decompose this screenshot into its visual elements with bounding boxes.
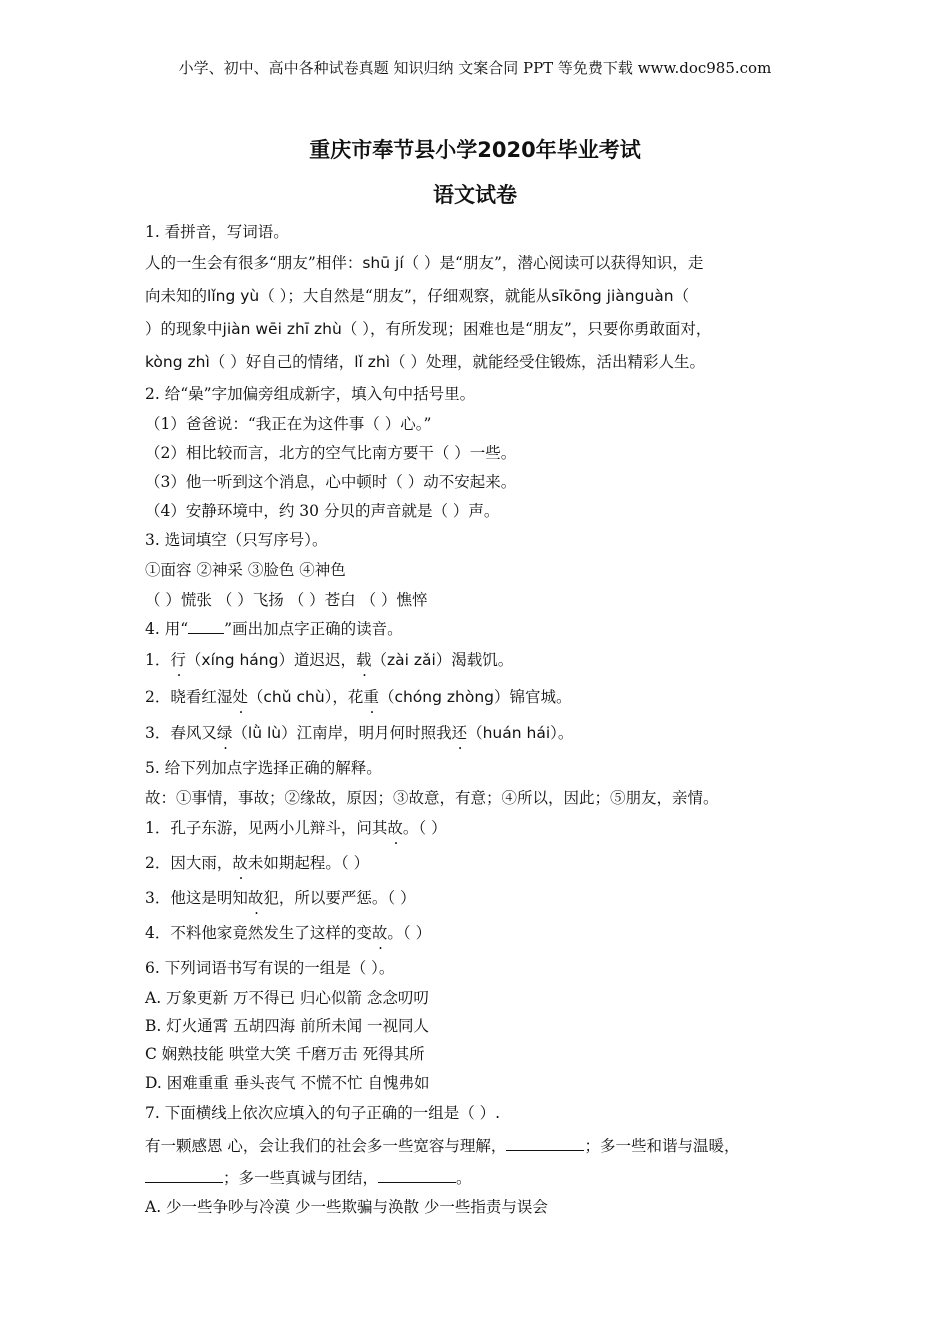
q7-heading: 7. 下面横线上依次应填入的句子正确的一组是（ ）.: [145, 1104, 501, 1122]
q5-line-4: 4．不料他家竟然发生了这样的变故。（ ）: [145, 924, 432, 942]
q1-line-2: 向未知的lǐng yù（ ）；大自然是“朋友”，仔细观察，就能从sīkōng jiànguàn（: [145, 287, 690, 305]
q6-option-c: C 娴熟技能 哄堂大笑 千磨万击 死得其所: [145, 1045, 425, 1063]
q2-item-2: （2）相比较而言，北方的空气比南方要干（ ）一些。: [145, 444, 517, 462]
q6-option-a: A. 万象更新 万不得已 归心似箭 念念叨叨: [145, 989, 429, 1007]
answer-blank: [506, 1136, 584, 1151]
q1-line-4: kòng zhì（ ）好自己的情绪，lǐ zhì（ ）处理，就能经受住锻炼，活出精彩人生。: [145, 353, 705, 371]
page-title: 重庆市奉节县小学2020年毕业考试: [309, 138, 641, 162]
q3-heading: 3. 选词填空（只写序号）。: [145, 531, 328, 549]
q5-line-1: 1．孔子东游，见两小儿辩斗，问其故。（ ）: [145, 819, 447, 837]
q4-line-2: 2．晓看红湿处（chǔ chù），花重（chóng zhòng）锦官城。: [145, 688, 572, 706]
q4-heading: 4. 用“ ”画出加点字正确的读音。: [145, 620, 403, 638]
q3-options: ①面容 ②神采 ③脸色 ④神色: [145, 561, 346, 579]
answer-blank: [145, 1168, 223, 1183]
q5-line-3: 3．他这是明知故犯，所以要严惩。（ ）: [145, 889, 416, 907]
q4-line-3: 3．春风又绿（lǜ lù）江南岸，明月何时照我还（huán hái）。: [145, 724, 574, 742]
q1-heading: 1. 看拼音，写词语。: [145, 223, 289, 241]
q5-heading: 5. 给下列加点字选择正确的解释。: [145, 759, 382, 777]
q2-item-4: （4）安静环境中，约 30 分贝的声音就是（ ）声。: [145, 502, 500, 520]
q3-blanks: （ ）慌张 （ ）飞扬 （ ）苍白 （ ）憔悴: [145, 591, 428, 609]
q2-heading: 2. 给“喿”字加偏旁组成新字，填入句中括号里。: [145, 385, 476, 403]
q6-option-b: B. 灯火通霄 五胡四海 前所未闻 一视同人: [145, 1017, 430, 1035]
q6-heading: 6. 下列词语书写有误的一组是（ ）。: [145, 959, 395, 977]
page-header: 小学、初中、高中各种试卷真题 知识归纳 文案合同 PPT 等免费下载 www.doc985.com: [178, 59, 772, 77]
page-subtitle: 语文试卷: [433, 183, 517, 207]
q4-line-1: 1．行（xíng háng）道迟迟，载（zài zǎi）渴载饥。: [145, 651, 514, 669]
answer-blank: [378, 1168, 456, 1183]
underline-sample: [188, 619, 224, 634]
q5-line-2: 2．因大雨，故未如期起程。（ ）: [145, 854, 370, 872]
q5-definitions: 故：①事情，事故；②缘故，原因；③故意，有意；④所以，因此；⑤朋友，亲情。: [145, 789, 719, 807]
q1-line-3: ）的现象中jiàn wēi zhī zhù（ ），有所发现；困难也是“朋友”，只要你勇敢面对，: [145, 320, 712, 338]
q1-line-1: 人的一生会有很多“朋友”相伴：shū jí（ ）是“朋友”，潜心阅读可以获得知识，走: [145, 254, 704, 272]
q7-line-2: ；多一些真诚与团结， 。: [145, 1168, 472, 1188]
q2-item-3: （3）他一听到这个消息，心中顿时（ ）动不安起来。: [145, 473, 517, 491]
q7-line-1: 有一颗感恩 心，会让我们的社会多一些宽容与理解， ；多一些和谐与温暖，: [145, 1137, 740, 1155]
q7-option-a: A. 少一些争吵与冷漠 少一些欺骗与涣散 少一些指责与误会: [145, 1198, 548, 1216]
q2-item-1: （1）爸爸说：“我正在为这件事（ ）心。”: [145, 415, 432, 433]
q6-option-d: D. 困难重重 垂头丧气 不慌不忙 自愧弗如: [145, 1074, 430, 1092]
